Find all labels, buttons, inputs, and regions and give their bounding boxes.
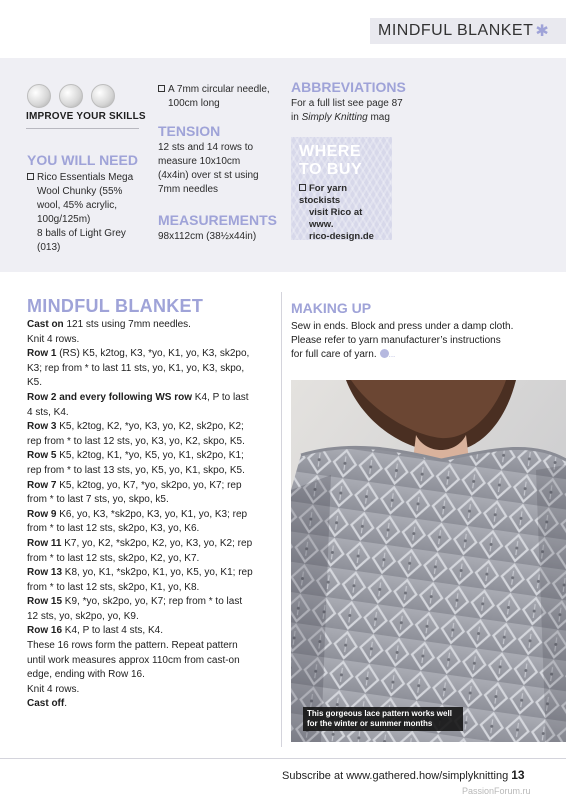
pattern-line: rep from * to last 12 sts, yo, K3, yo, K2, skpo, K5. [27, 435, 245, 447]
end-mark-icon [380, 349, 389, 358]
abbreviations-section [291, 79, 406, 125]
pattern-title: MINDFUL BLANKET [27, 296, 204, 316]
divider [26, 128, 139, 129]
pattern-line: from * to last 12 sts, sk2po, K1, yo, K8. [27, 581, 200, 593]
you-will-need-section [27, 152, 138, 255]
checkbox-icon [158, 85, 165, 92]
photo-caption: This gorgeous lace pattern works well for the winter or summer months [303, 707, 463, 731]
pattern-line: Row 2 and every following WS row K4, P to last [27, 391, 249, 403]
pattern-instructions [27, 318, 272, 712]
pattern-line: rep from * to last 13 sts, yo, K5, yo, K1, skpo, K5. [27, 464, 245, 476]
making-up-text: Sew in ends. Block and press under a damp cloth. Please refer to yarn manufacturer’s instructions for full care of yarn. ... [291, 321, 514, 361]
tension-section [158, 123, 259, 197]
pattern-line: 4 sts, K4. [27, 406, 69, 418]
checkbox-icon [27, 173, 34, 180]
pattern-line: Row 5 K5, k2tog, K1, *yo, K5, yo, K1, sk2po, K1; [27, 450, 244, 462]
where-to-buy-box [291, 137, 392, 240]
pattern-line: Row 9 K6, yo, K3, *sk2po, K3, yo, K1, yo, K3; rep [27, 508, 248, 520]
abbreviations-text: For a full list see page 87 in Simply Knitting mag [291, 98, 403, 123]
list-item: wool, 45% acrylic, [37, 200, 118, 211]
yarn-ball-icon [59, 84, 83, 108]
list-item: 8 balls of Light Grey [37, 228, 126, 239]
skill-level-indicator [27, 84, 115, 108]
list-item: Wool Chunky (55% [37, 186, 123, 197]
pattern-line: Row 16 K4, P to last 4 sts, K4. [27, 625, 163, 637]
blanket-photo [291, 380, 566, 742]
pattern-line: K3; rep from * to last 11 sts, yo, K1, yo, K3, skpo, [27, 362, 245, 374]
pattern-line: until work measures approx 110cm from cast-on [27, 654, 240, 666]
pattern-line: Row 11 K7, yo, K2, *sk2po, K2, yo, K3, yo, K2; rep [27, 537, 253, 549]
pattern-line: Row 3 K5, k2tog, K2, *yo, K3, yo, K2, sk2po, K2; [27, 421, 244, 433]
pattern-line: 12 sts, yo, sk2po, yo, K9. [27, 610, 139, 622]
list-item: 100g/125m) [37, 214, 91, 225]
pattern-line: from * to last 12 sts, sk2po, K2, yo, K7. [27, 552, 200, 564]
pattern-line: Row 7 K5, k2tog, yo, K7, *yo, sk2po, yo, K7; rep [27, 479, 242, 491]
pattern-line: Knit 4 rows. [27, 683, 80, 695]
list-item: Rico Essentials Mega [27, 171, 138, 185]
asterisk-icon: ✱ [535, 23, 549, 40]
tension-heading: TENSION [158, 123, 221, 139]
tension-text: 12 sts and 14 rows to measure 10x10cm (4x4in) over st st using 7mm needles [158, 142, 259, 195]
abbreviations-heading: ABBREVIATIONS [291, 79, 406, 95]
pattern-line: edge, ending with Row 16. [27, 669, 145, 681]
where-to-buy-text: For yarn stockists visit Rico at www. rico-design.de [299, 183, 374, 242]
pattern-line: These 16 rows form the pattern. Repeat pattern [27, 640, 238, 652]
pattern-line: Knit 4 rows. [27, 333, 80, 345]
making-up-heading: MAKING UP [291, 300, 372, 316]
subscribe-link[interactable]: Subscribe at www.gathered.how/simplyknitting [282, 770, 509, 782]
measurements-heading: MEASUREMENTS [158, 212, 278, 228]
measurements-section [158, 212, 277, 244]
yarn-ball-icon [27, 84, 51, 108]
footer [282, 768, 525, 782]
pattern-line: Cast on 121 sts using 7mm needles. [27, 319, 191, 330]
pattern-line: Cast off. [27, 698, 68, 710]
pattern-line: from * to last 7 sts, yo, skpo, k5. [27, 494, 169, 506]
section-title: MINDFUL BLANKET [378, 22, 534, 39]
you-will-need-heading: YOU WILL NEED [27, 152, 138, 168]
page-number: 13 [511, 768, 525, 782]
yarn-ball-icon [91, 84, 115, 108]
list-item: (013) [37, 242, 61, 253]
materials-list [27, 171, 138, 255]
skill-label: IMPROVE YOUR SKILLS [26, 111, 146, 122]
footer-divider [0, 758, 566, 759]
where-to-buy-title: WHERE TO BUY [299, 143, 363, 178]
pattern-line: from * to last 12 sts, sk2po, K3, yo, K6. [27, 523, 200, 535]
column-divider [281, 292, 282, 747]
lace-shawl-image [291, 380, 566, 742]
pattern-line: K5. [27, 377, 43, 389]
pattern-line: Row 15 K9, *yo, sk2po, yo, K7; rep from * to last [27, 596, 243, 608]
watermark: PassionForum.ru [462, 786, 531, 796]
pattern-line: Row 13 K8, yo, K1, *sk2po, K1, yo, K5, yo, K1; rep [27, 567, 253, 579]
measurements-text: 98x112cm (38½x44in) [158, 231, 257, 242]
needle-item: A 7mm circular needle, 100cm long [158, 83, 270, 111]
section-header-tab [370, 18, 566, 44]
pattern-line: Row 1 (RS) K5, k2tog, K3, *yo, K1, yo, K3, sk2po, [27, 348, 250, 360]
checkbox-icon [299, 184, 306, 191]
